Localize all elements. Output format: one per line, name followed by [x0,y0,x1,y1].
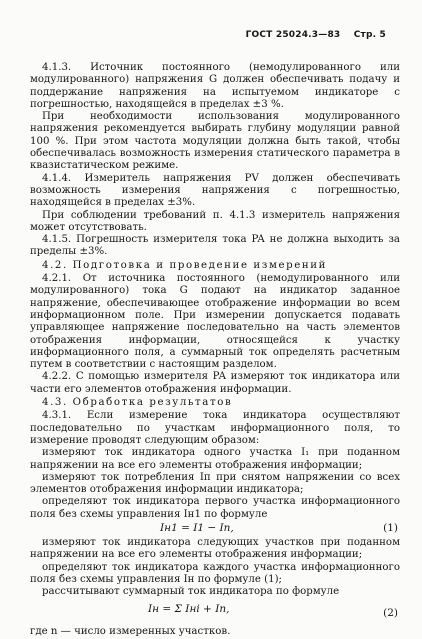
document-body [30,62,400,639]
formula-2-expression: Iн = Σ Iнi + Iп, [148,603,230,616]
step-measure-first-section: измеряют ток индикатора одного участка I₁ при поданном напряжении на все его элементы отображения информации; [30,447,400,471]
formula-1-expression: Iн1 = I1 − Iп, [160,521,234,534]
formula-1-number: (1) [383,521,398,534]
paragraph-4-1-4-note: При соблюдении требований п. 4.1.3 измеритель напряжения может отсутствовать. [30,209,400,233]
step-measure-next-sections: измеряют ток индикатора следующих участков при поданном напряжении на все его элементы отображения информации; [30,536,400,561]
section-heading-4-2: 4.2. Подготовка и проведение измерений [42,259,328,271]
formula-2-number: (2) [383,607,398,620]
section-heading-4-3: 4.3. Обработка результатов [42,397,233,409]
page-number: Стр. 5 [353,30,386,40]
paragraph-4-3-1: 4.3.1. Если измерение тока индикатора осуществляют последовательно по участкам информационного поля, то измерение проводят следующим образом: [30,410,400,446]
paragraph-4-2-2: 4.2.2. С помощью измерителя PA измеряют ток индикатора или части его элементов отображения информации. [30,371,400,395]
step-determine-each-current: определяют ток индикатора каждого участка информационного поля без схемы управления Iн по формуле (1); [30,561,400,585]
step-determine-first-current: определяют ток индикатора первого участка информационного поля без схемы управления Iн1 по формуле [30,496,400,520]
formula-2 [30,599,400,625]
paragraph-4-1-5: 4.1.5. Погрешность измерителя тока PA не должна выходить за пределы ±3%. [30,234,400,258]
standard-number: ГОСТ 25024.3—83 [245,30,341,40]
paragraph-4-1-3-modulation: При необходимости использования модулированного напряжения рекомендуется выбирать глубину модуляции равной 100 %. При этом частота модуляции должна быть такой, чтобы обеспечивалась возможность измерения статического параметра в квазистатическом режиме. [30,111,400,172]
formula-1 [30,522,400,536]
definition-n: где n — число измеренных участков. [30,626,231,638]
paragraph-4-2-1: 4.2.1. От источника постоянного (немодулированного или модулированного) тока G подают на индикатор заданное напряжение, обеспечивающее отображение информации во всем информационном поле. При измерении допускается подавать управляющее напряжение последовательно на часть элементов отображения информации, относящейся к участку информационного поля, а суммарный ток определять расчетным путем в соответствии с настоящим разделом. [30,273,400,371]
paragraph-4-1-4: 4.1.4. Измеритель напряжения PV должен обеспечивать возможность измерения напряжения с погрешностью, находящейся в пределах ±3%. [30,172,400,209]
step-calculate-total: рассчитывают суммарный ток индикатора по формуле [42,586,340,598]
step-measure-consumption: измеряют ток потребления Iп при снятом напряжении со всех элементов отображения информации индикатора; [30,471,400,496]
page-header [246,30,386,40]
paragraph-4-1-3: 4.1.3. Источник постоянного (немодулированного или модулированного) напряжения G должен обеспечивать подачу и поддержание напряжения на испытуемом индикаторе с погрешностью, находящейся в пределах ±3 %. [30,62,400,110]
